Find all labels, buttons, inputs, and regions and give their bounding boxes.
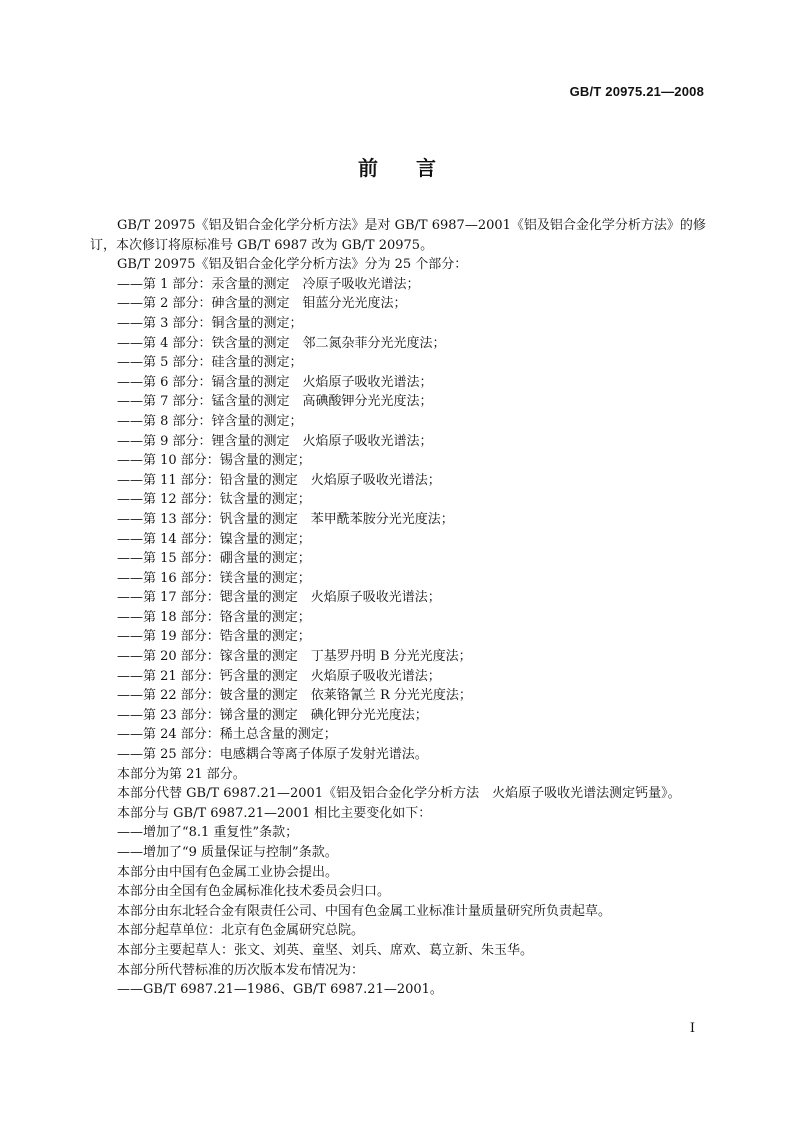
list-item: ——第 12 部分：钛含量的测定；: [117, 492, 311, 508]
list-item: ——第 14 部分：镍含量的测定；: [117, 531, 311, 547]
page-title: 前言: [358, 156, 474, 180]
parts-list: [117, 275, 707, 765]
paragraph-history-intro: 本部分所代替标准的历次版本发布情况为：: [117, 962, 365, 978]
list-item: ——增加了“9 质量保证与控制”条款。: [117, 845, 338, 860]
standard-code: GB/T 20975.21—2008: [569, 84, 704, 99]
list-item: ——第 17 部分：锶含量的测定 火焰原子吸收光谱法；: [117, 590, 441, 606]
list-item: ——第 24 部分：稀土总含量的测定；: [117, 727, 337, 743]
list-item: ——第 20 部分：镓含量的测定 丁基罗丹明 B 分光光度法；: [117, 649, 472, 665]
list-item: ——第 4 部分：铁含量的测定 邻二氮杂菲分光光度法；: [117, 335, 446, 351]
list-item: ——GB/T 6987.21—1986、GB/T 6987.21—2001。: [117, 982, 443, 998]
list-item: ——第 9 部分：锂含量的测定 火焰原子吸收光谱法；: [117, 433, 433, 449]
paragraph-intro-3: GB/T 20975《铝及铝合金化学分析方法》分为 25 个部分：: [117, 257, 468, 273]
list-item: ——第 3 部分：铜含量的测定；: [117, 315, 303, 331]
list-item: ——第 10 部分：锡含量的测定；: [117, 453, 311, 469]
list-item: ——第 18 部分：铬含量的测定；: [117, 609, 311, 625]
page-number: I: [689, 1021, 695, 1036]
list-item: ——第 13 部分：钒含量的测定 苯甲酰苯胺分光光度法；: [117, 511, 454, 527]
paragraph-intro-1: GB/T 20975《铝及铝合金化学分析方法》是对 GB/T 6987—2001《铝及铝合金化学分析方法》的修: [117, 218, 706, 233]
paragraph-intro-2: 订，本次修订将原标准号 GB/T 6987 改为 GB/T 20975。: [90, 237, 434, 253]
paragraph-drafting-unit: 本部分起草单位：北京有色金属研究总院。: [117, 923, 365, 939]
preface-body: [90, 216, 707, 1000]
paragraph-drafted-by: 本部分由东北轻合金有限责任公司、中国有色金属工业标准计量质量研究所负责起草。: [117, 903, 612, 919]
list-item: ——第 11 部分：铅含量的测定 火焰原子吸收光谱法；: [117, 472, 441, 488]
list-item: ——第 7 部分：锰含量的测定 高碘酸钾分光光度法；: [117, 394, 433, 410]
list-item: ——增加了“8.1 重复性”条款；: [117, 825, 299, 841]
list-item: ——第 1 部分：汞含量的测定 冷原子吸收光谱法；: [117, 276, 420, 292]
paragraph-replaces: 本部分代替 GB/T 6987.21—2001《铝及铝合金化学分析方法 火焰原子吸收光谱法测定钙量》。: [117, 786, 681, 802]
list-item: ——第 23 部分：锑含量的测定 碘化钾分光光度法；: [117, 707, 428, 723]
list-item: ——第 8 部分：锌含量的测定；: [117, 413, 303, 429]
paragraph-part-number: 本部分为第 21 部分。: [117, 766, 246, 782]
paragraph-proposed-by: 本部分由中国有色金属工业协会提出。: [117, 864, 339, 880]
list-item: ——第 22 部分：铍含量的测定 依莱铬氰兰 R 分光光度法；: [117, 688, 472, 704]
list-item: ——第 21 部分：钙含量的测定 火焰原子吸收光谱法；: [117, 668, 441, 684]
list-item: ——第 5 部分：硅含量的测定；: [117, 355, 303, 371]
list-item: ——第 19 部分：锆含量的测定；: [117, 629, 311, 645]
paragraph-changes-intro: 本部分与 GB/T 6987.21—2001 相比主要变化如下：: [117, 805, 432, 821]
list-item: ——第 2 部分：砷含量的测定 钼蓝分光光度法；: [117, 296, 407, 312]
list-item: ——第 6 部分：镉含量的测定 火焰原子吸收光谱法；: [117, 374, 433, 390]
changes-list: [117, 823, 707, 862]
list-item: ——第 15 部分：硼含量的测定；: [117, 551, 311, 567]
list-item: ——第 25 部分：电感耦合等离子体原子发射光谱法。: [117, 747, 428, 763]
paragraph-drafters: 本部分主要起草人：张文、刘英、童坚、刘兵、席欢、葛立新、朱玉华。: [117, 942, 534, 958]
list-item: ——第 16 部分：镁含量的测定；: [117, 570, 311, 586]
paragraph-administered-by: 本部分由全国有色金属标准化技术委员会归口。: [117, 884, 391, 900]
